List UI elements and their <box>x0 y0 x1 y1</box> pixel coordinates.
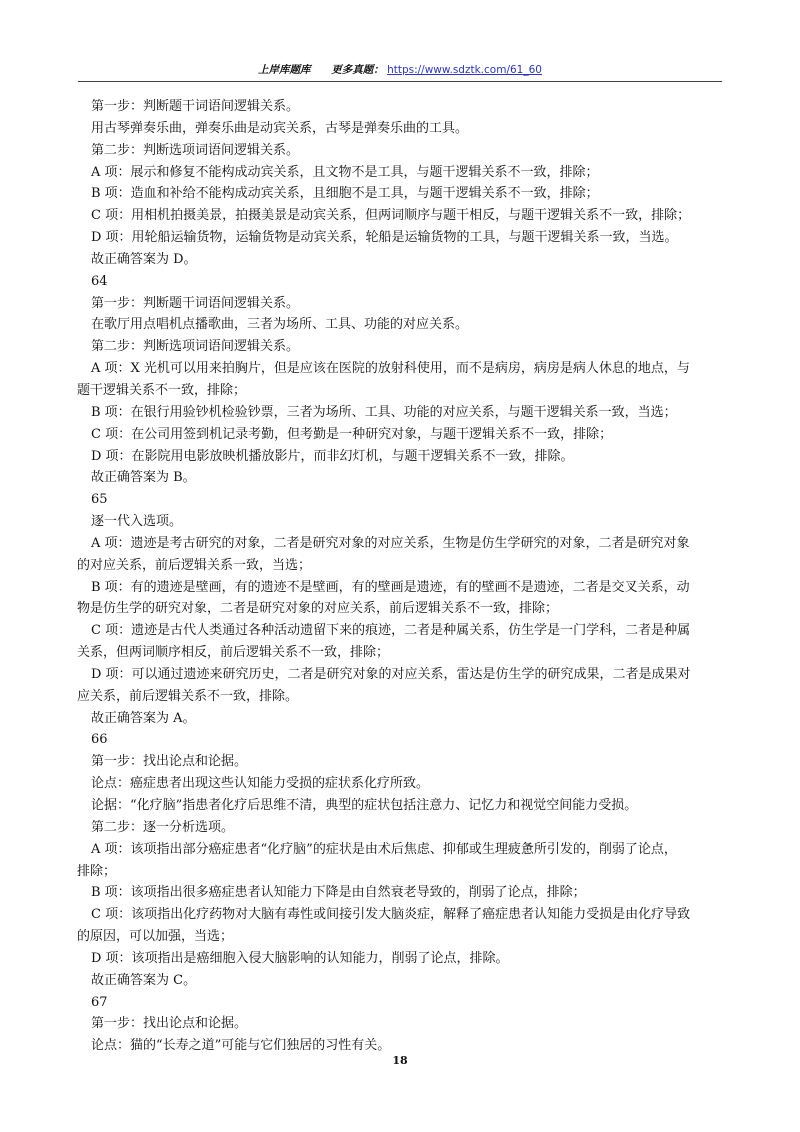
text-line: A 项：遗迹是考古研究的对象，二者是研究对象的对应关系，生物是仿生学研究的对象，二者是研究对象 <box>91 535 690 551</box>
text-line: 第一步：找出论点和论据。 <box>91 754 248 770</box>
text-line: 第一步：找出论点和论据。 <box>91 1016 248 1032</box>
text-line: B 项：在银行用验钞机检验钞票，三者为场所、工具、功能的对应关系，与题干逻辑关系一致，当选； <box>91 404 677 420</box>
text-line: B 项：造血和补给不能构成动宾关系，且细胞不是工具，与题干逻辑关系不一致，排除； <box>91 186 599 202</box>
text-line: 67 <box>91 994 108 1010</box>
text-line: D 项：可以通过遗迹来研究历史，二者是研究对象的对应关系，雷达是仿生学的研究成果，二者是成果对 <box>91 666 691 682</box>
text-line: 物是仿生学的研究对象，二者是研究对象的对应关系，前后逻辑关系不一致，排除； <box>77 601 559 617</box>
text-line: D 项：在影院用电影放映机播放影片，而非幻灯机，与题干逻辑关系不一致，排除。 <box>91 448 574 464</box>
text-line: 第一步：判断题干词语间逻辑关系。 <box>91 295 300 311</box>
text-line: 故正确答案为 A。 <box>91 710 196 726</box>
text-line: C 项：该项指出化疗药物对大脑有毒性或间接引发大脑炎症，解释了癌症患者认知能力受损是由化疗导致 <box>91 907 691 923</box>
text-line: D 项：该项指出是癌细胞入侵大脑影响的认知能力，削弱了论点，排除。 <box>91 950 509 966</box>
text-line: D 项：用轮船运输货物，运输货物是动宾关系，轮船是运输货物的工具，与题干逻辑关系一致，当选。 <box>91 230 678 246</box>
text-line: 用古琴弹奏乐曲，弹奏乐曲是动宾关系，古琴是弹奏乐曲的工具。 <box>91 120 469 136</box>
text-line: 66 <box>91 732 108 748</box>
text-line: C 项：遗迹是古代人类通过各种活动遗留下来的痕迹，二者是种属关系，仿生学是一门学科，二者是种属 <box>91 623 691 639</box>
text-line: 论点：癌症患者出现这些认知能力受损的症状系化疗所致。 <box>91 776 430 792</box>
text-line: 故正确答案为 B。 <box>91 470 196 486</box>
text-line: 第二步：判断选项词语间逻辑关系。 <box>91 142 300 158</box>
text-line: 第二步：判断选项词语间逻辑关系。 <box>91 339 300 355</box>
header-divider <box>78 81 722 82</box>
text-line: 论点：猫的“长寿之道”可能与它们独居的习性有关。 <box>91 1038 391 1054</box>
page-header <box>78 62 722 80</box>
text-line: B 项：有的遗迹是壁画，有的遗迹不是壁画，有的壁画是遗迹，有的壁画不是遗迹，二者是交叉关系，动 <box>91 579 690 595</box>
text-line: 故正确答案为 C。 <box>91 972 197 988</box>
header-brand: 上岸库题库 <box>258 64 311 76</box>
text-line: A 项：X 光机可以用来拍胸片，但是应该在医院的放射科使用，而不是病房，病房是病人休息的地点，与 <box>91 361 690 377</box>
text-line: 排除； <box>77 863 117 879</box>
text-line: 关系，但两词顺序相反，前后逻辑关系不一致，排除； <box>77 645 390 661</box>
text-line: 题干逻辑关系不一致，排除； <box>77 382 247 398</box>
text-line: 在歌厅用点唱机点播歌曲，三者为场所、工具、功能的对应关系。 <box>91 317 469 333</box>
text-line: 的原因，可以加强，当选； <box>77 929 234 945</box>
text-line: A 项：该项指出部分癌症患者“化疗脑”的症状是由术后焦虑、抑郁或生理疲惫所引发的，削弱了论点， <box>91 841 677 857</box>
header-label: 更多真题： <box>331 64 384 76</box>
text-line: 的对应关系，前后逻辑关系一致，当选； <box>77 557 312 573</box>
page-number: 18 <box>392 1054 408 1067</box>
text-line: 论据：“化疗脑”指患者化疗后思维不清，典型的症状包括注意力、记忆力和视觉空间能力受损。 <box>91 798 638 813</box>
text-line: 逐一代入选项。 <box>91 514 183 530</box>
text-line: 第二步：逐一分析选项。 <box>91 819 235 835</box>
text-line: 第一步：判断题干词语间逻辑关系。 <box>91 99 300 114</box>
document-body <box>77 96 743 1057</box>
header-link[interactable]: https://www.sdztk.com/61_60 <box>387 64 542 76</box>
text-line: A 项：展示和修复不能构成动宾关系，且文物不是工具，与题干逻辑关系不一致，排除； <box>91 164 599 180</box>
text-line: 应关系，前后逻辑关系不一致，排除。 <box>77 688 299 704</box>
text-line: 故正确答案为 D。 <box>91 251 197 267</box>
text-line: C 项：在公司用签到机记录考勤，但考勤是一种研究对象，与题干逻辑关系不一致，排除； <box>91 426 613 442</box>
text-line: C 项：用相机拍摄美景，拍摄美景是动宾关系，但两词顺序与题干相反，与题干逻辑关系不一致，排除； <box>91 208 691 224</box>
text-line: 65 <box>91 492 108 508</box>
text-line: 64 <box>91 273 108 289</box>
text-line: B 项：该项指出很多癌症患者认知能力下降是由自然衰老导致的，削弱了论点，排除； <box>91 885 586 901</box>
